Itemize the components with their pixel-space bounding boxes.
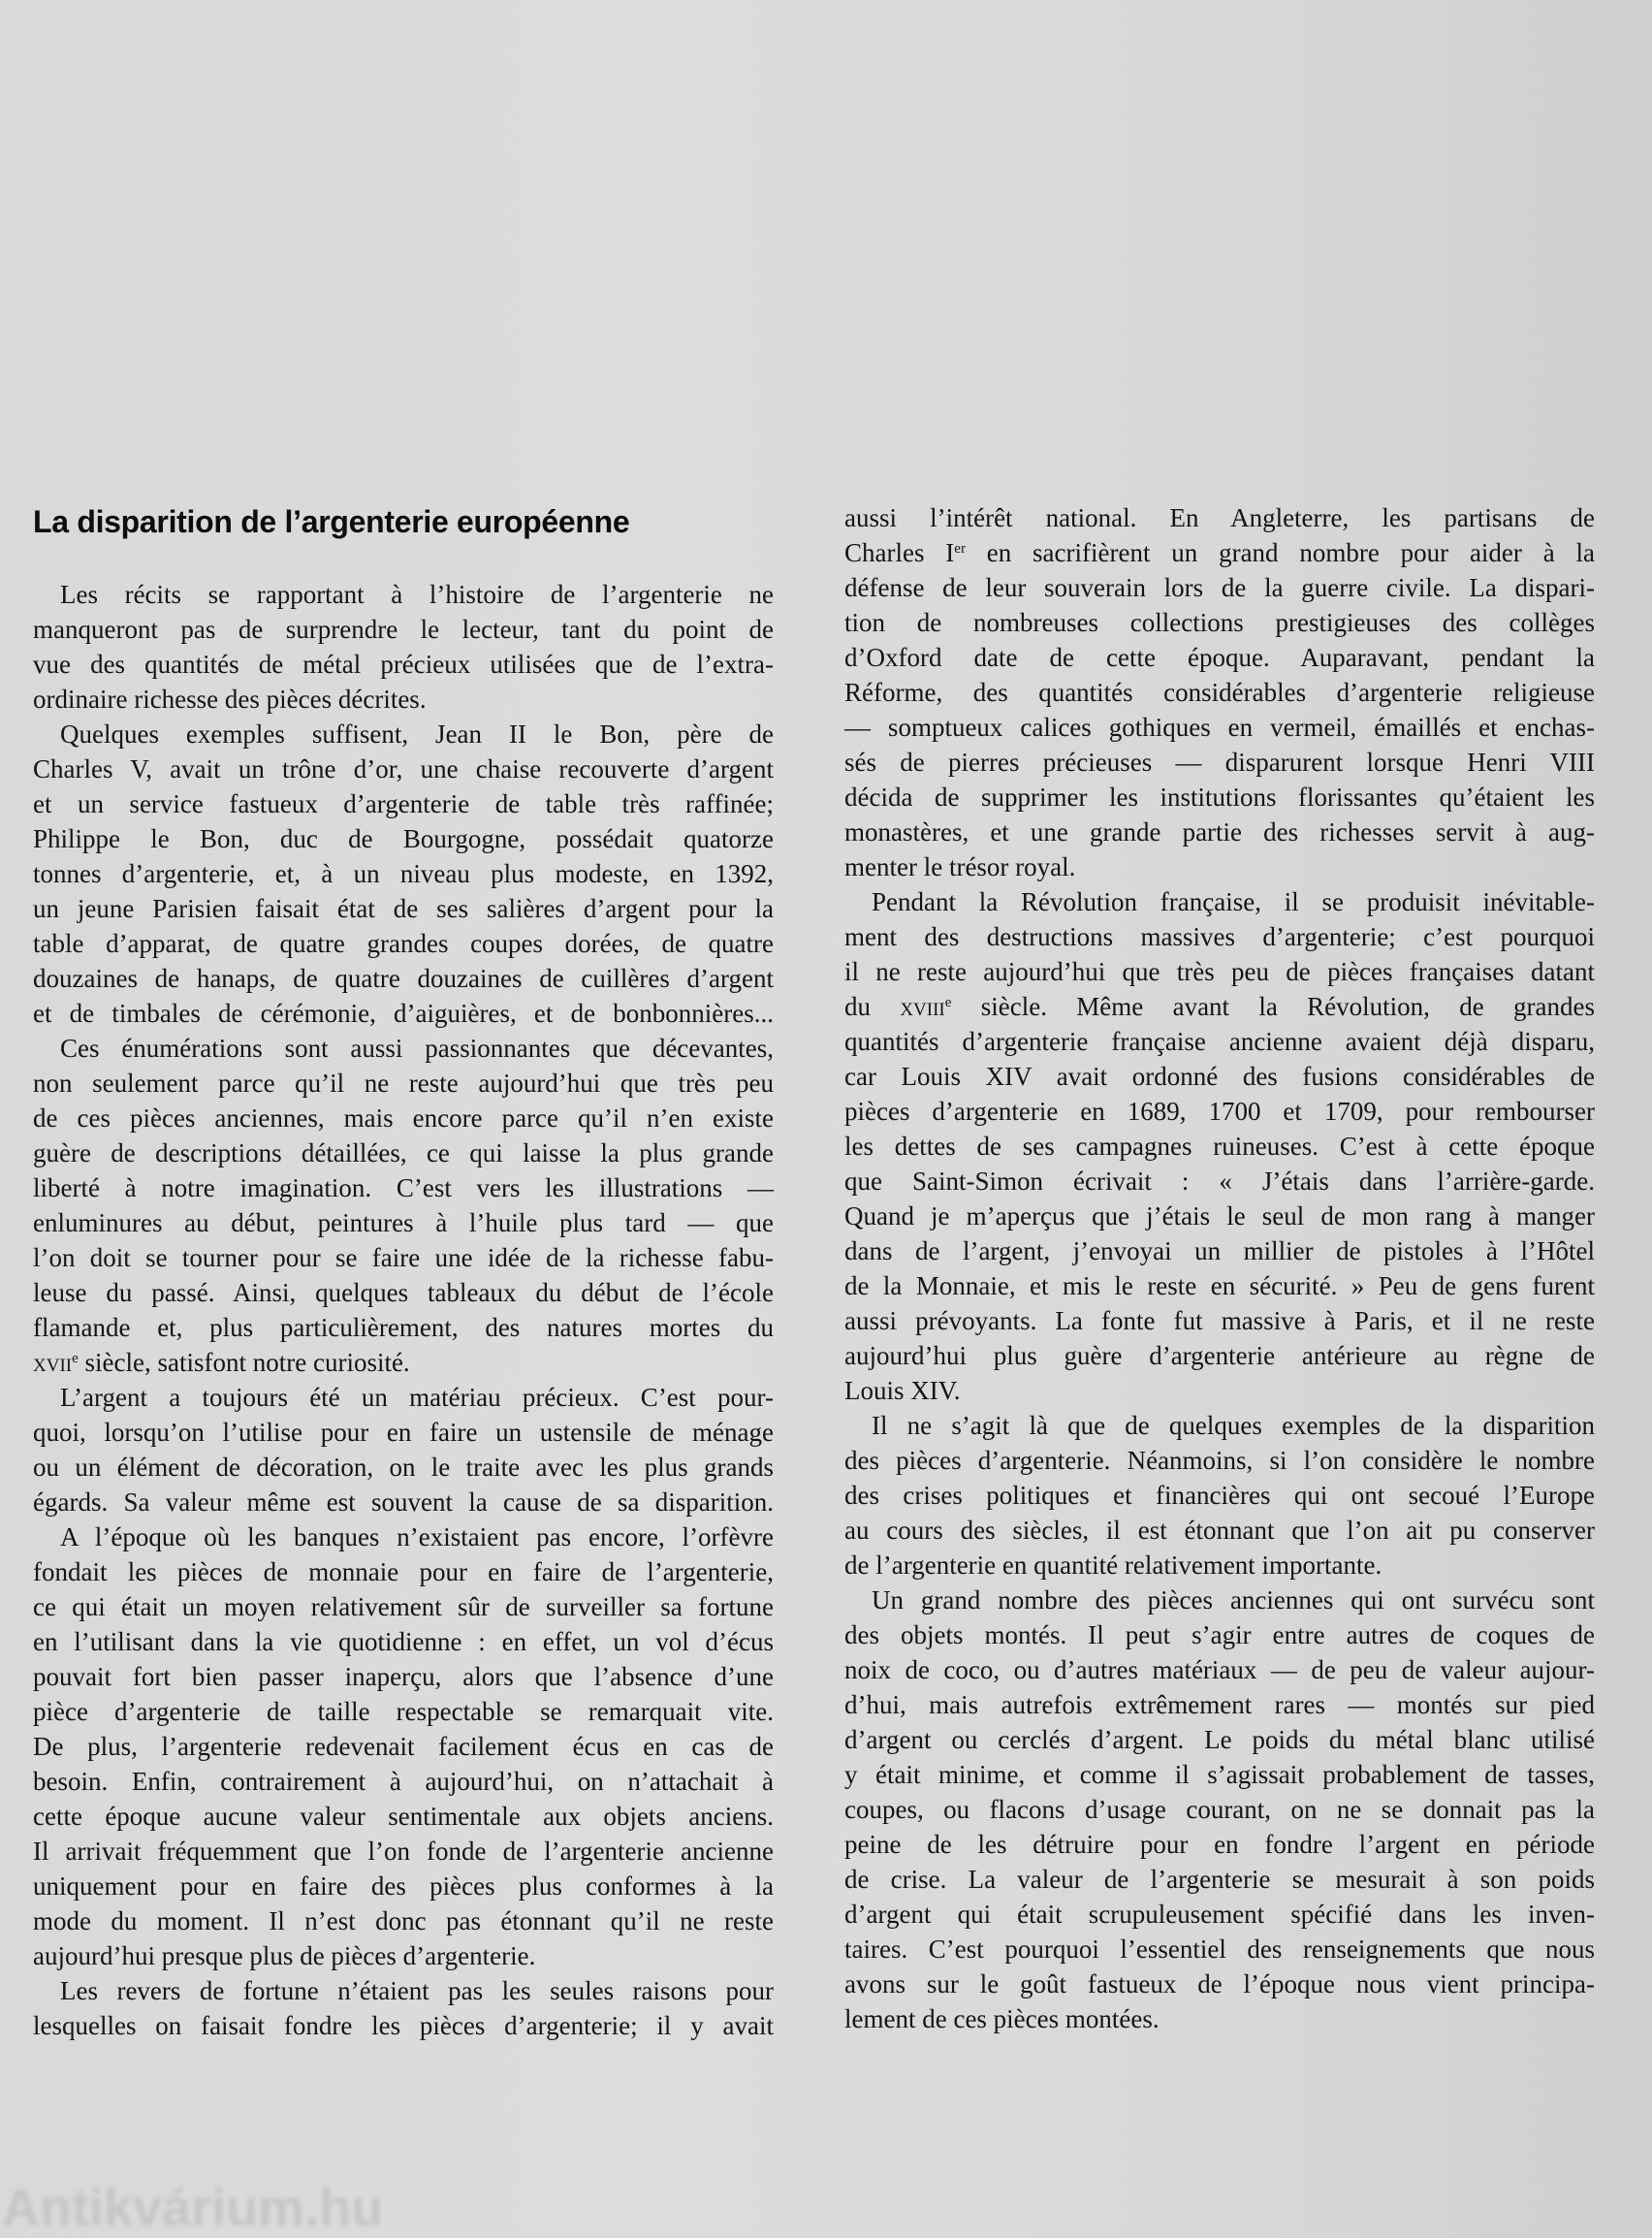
- line-text: un jeune Parisien faisait état de ses salières d’argent pour la: [33, 894, 774, 923]
- line-text: flamande et, plus particulièrement, des natures mortes du: [33, 1313, 774, 1342]
- text-line: [844, 1268, 1595, 1303]
- text-line: [33, 786, 774, 821]
- line-text: monastères, et une grande partie des richesses servit à aug-: [844, 817, 1595, 847]
- line-text: Charles V, avait un trône d’or, une chaise recouverte d’argent: [33, 754, 774, 783]
- century-numeral: xviii: [900, 992, 945, 1021]
- text-line: [844, 1024, 1595, 1059]
- text-line: [33, 1205, 774, 1240]
- text-line: [33, 1624, 774, 1659]
- superscript: e: [944, 995, 952, 1010]
- line-text: peine de les détruire pour en fondre l’argent en période: [844, 1830, 1595, 1859]
- text-line: [33, 1554, 774, 1589]
- text-line: [33, 1834, 774, 1869]
- line-text: l’on doit se tourner pour se faire une idée de la richesse fabu-: [33, 1243, 774, 1272]
- line-text: douzaines de hanaps, de quatre douzaines de cuillères d’argent: [33, 964, 774, 993]
- text-line: [844, 1199, 1595, 1233]
- text-line: [844, 1129, 1595, 1164]
- text-line: [33, 577, 774, 612]
- line-text: Pendant la Révolution française, il se produisit inévitable-: [872, 887, 1595, 916]
- line-text: des pièces d’argenterie. Néanmoins, si l’on considère le nombre: [844, 1446, 1595, 1475]
- line-text: Philippe le Bon, duc de Bourgogne, possédait quatorze: [33, 824, 774, 853]
- text-line: [844, 815, 1595, 849]
- text-line: [33, 1519, 774, 1554]
- text-line: [33, 612, 774, 647]
- line-text: aussi l’intérêt national. En Angleterre, les partisans de: [844, 503, 1595, 532]
- text-line: [844, 1303, 1595, 1338]
- text-line: [33, 1031, 774, 1066]
- line-text: les dettes de ses campagnes ruineuses. C’est à cette époque: [844, 1132, 1595, 1161]
- line-text: noix de coco, ou d’autres matériaux — de peu de valeur aujour-: [844, 1655, 1595, 1684]
- line-text: de ces pièces anciennes, mais encore parce qu’il n’en existe: [33, 1103, 774, 1133]
- line-text: Il arrivait fréquemment que l’on fonde de l’argenterie ancienne: [33, 1837, 774, 1866]
- text-line: [33, 926, 774, 961]
- text-line: [844, 1059, 1595, 1094]
- text-line: [844, 849, 1595, 884]
- text-line: [33, 1903, 774, 1938]
- line-text: et un service fastueux d’argenterie de table très raffinée;: [33, 789, 774, 818]
- text-line: [33, 1869, 774, 1903]
- text-line: [33, 751, 774, 786]
- line-text: menter le trésor royal.: [844, 852, 1076, 881]
- text-line: [33, 1764, 774, 1799]
- line-text: fondait les pièces de monnaie pour en faire de l’argenterie,: [33, 1557, 774, 1586]
- text-line: [844, 1408, 1595, 1443]
- text-line: [844, 535, 1595, 570]
- line-text: mode du moment. Il n’est donc pas étonnant qu’il ne reste: [33, 1906, 774, 1935]
- line-text: xvii: [33, 1348, 73, 1377]
- line-text: aujourd’hui presque plus de pièces d’argenterie.: [33, 1941, 536, 1970]
- line-text: vue des quantités de métal précieux utilisées que de l’extra-: [33, 650, 774, 679]
- right-column: [844, 500, 1595, 2036]
- line-text: manqueront pas de surprendre le lecteur, tant du point de: [33, 615, 774, 644]
- line-text: Louis XIV.: [844, 1376, 961, 1405]
- line-text: du: [844, 992, 901, 1021]
- text-line: [33, 1135, 774, 1170]
- text-line: [844, 1548, 1595, 1583]
- text-line: [844, 1862, 1595, 1897]
- text-line: [844, 919, 1595, 954]
- line-text: il ne reste aujourd’hui que très peu de pièces françaises datant: [844, 957, 1595, 986]
- text-line: [844, 640, 1595, 675]
- text-line: [33, 1275, 774, 1310]
- line-text: quantités d’argenterie française ancienne avaient déjà disparu,: [844, 1027, 1595, 1056]
- line-text: d’argent qui était scrupuleusement spécifié dans les inven-: [844, 1900, 1595, 1929]
- text-line: [33, 2008, 774, 2043]
- text-line: [33, 1938, 774, 1973]
- line-text: uniquement pour en faire des pièces plus conformes à la: [33, 1871, 774, 1901]
- text-line: [33, 682, 774, 717]
- line-text: et de timbales de cérémonie, d’aiguières, et de bonbonnières...: [33, 999, 774, 1028]
- text-line: [844, 1932, 1595, 1966]
- text-line: [844, 1652, 1595, 1687]
- line-text: d’hui, mais autrefois extrêmement rares — montés sur pied: [844, 1690, 1595, 1719]
- line-text: égards. Sa valeur même est souvent la cause de sa disparition.: [33, 1487, 774, 1517]
- text-line: [33, 961, 774, 996]
- text-line: [844, 1827, 1595, 1862]
- text-line: [844, 500, 1595, 535]
- text-line: [33, 856, 774, 891]
- text-line: [33, 1729, 774, 1764]
- line-text: Les revers de fortune n’étaient pas les seules raisons pour: [60, 1976, 774, 2005]
- text-line: [844, 989, 1595, 1024]
- line-text: décida de supprimer les institutions florissantes qu’étaient les: [844, 783, 1595, 812]
- line-text: défense de leur souverain lors de la guerre civile. La dispari-: [844, 573, 1595, 602]
- text-line: [33, 1973, 774, 2008]
- text-line: [844, 884, 1595, 919]
- superscript: er: [954, 541, 966, 557]
- text-line: [844, 1233, 1595, 1268]
- line-text: de la Monnaie, et mis le reste en sécurité. » Peu de gens furent: [844, 1271, 1595, 1300]
- line-text: aussi prévoyants. La fonte fut massive à Paris, et il ne reste: [844, 1306, 1595, 1335]
- line-text: ment des destructions massives d’argenterie; c’est pourquoi: [844, 922, 1595, 951]
- line-text: Ces énumérations sont aussi passionnantes que décevantes,: [60, 1034, 774, 1063]
- text-line: [33, 891, 774, 926]
- text-line: [844, 1338, 1595, 1373]
- line-text: Il ne s’agit là que de quelques exemples de la disparition: [872, 1411, 1595, 1440]
- text-line: [844, 1443, 1595, 1478]
- line-text-tail: en sacrifièrent un grand nombre pour aider à la: [965, 538, 1595, 567]
- text-line: [33, 1101, 774, 1135]
- line-text: Charles I: [844, 538, 955, 567]
- text-line: [33, 1415, 774, 1450]
- line-text: ordinaire richesse des pièces décrites.: [33, 685, 427, 714]
- line-text: pouvait fort bien passer inaperçu, alors que l’absence d’une: [33, 1662, 774, 1691]
- line-text: en l’utilisant dans la vie quotidienne : en effet, un vol d’écus: [33, 1627, 774, 1656]
- line-text: L’argent a toujours été un matériau précieux. C’est pour-: [60, 1383, 774, 1412]
- text-line: [844, 1966, 1595, 2001]
- line-text: ou un élément de décoration, on le traite avec les plus grands: [33, 1453, 774, 1482]
- text-line: [844, 1757, 1595, 1792]
- line-text: enluminures au début, peintures à l’huile plus tard — que: [33, 1208, 774, 1237]
- text-line: [844, 1722, 1595, 1757]
- line-text: table d’apparat, de quatre grandes coupes dorées, de quatre: [33, 929, 774, 958]
- text-line: [33, 1066, 774, 1101]
- text-line: [844, 1792, 1595, 1827]
- text-line: [844, 1373, 1595, 1408]
- line-text-tail: siècle. Même avant la Révolution, de grandes: [951, 992, 1596, 1021]
- text-line: [844, 2001, 1595, 2036]
- text-line: [33, 1589, 774, 1624]
- line-text: taires. C’est pourquoi l’essentiel des renseignements que nous: [844, 1934, 1595, 1964]
- line-text: dans de l’argent, j’envoyai un millier de pistoles à l’Hôtel: [844, 1236, 1595, 1265]
- line-text: quoi, lorsqu’on l’utilise pour en faire un ustensile de ménage: [33, 1418, 774, 1447]
- line-text: Un grand nombre des pièces anciennes qui ont survécu sont: [872, 1585, 1595, 1615]
- line-text: — somptueux calices gothiques en vermeil, émaillés et enchas-: [844, 713, 1595, 742]
- text-line: [844, 954, 1595, 989]
- text-line: [33, 717, 774, 751]
- text-line: [33, 821, 774, 856]
- line-text: lement de ces pièces montées.: [844, 2004, 1160, 2033]
- line-text: de l’argenterie en quantité relativement importante.: [844, 1551, 1382, 1580]
- text-line: [33, 1345, 774, 1380]
- text-line: [844, 780, 1595, 815]
- line-text: non seulement parce qu’il ne reste aujourd’hui que très peu: [33, 1069, 774, 1098]
- text-line: [844, 675, 1595, 710]
- text-line: [844, 710, 1595, 745]
- left-column: [33, 577, 774, 2043]
- text-line: [844, 1897, 1595, 1932]
- line-text: sés de pierres précieuses — disparurent lorsque Henri VIII: [844, 748, 1595, 777]
- text-line: [33, 1380, 774, 1415]
- line-text: avons sur le goût fastueux de l’époque nous vient principa-: [844, 1969, 1595, 1998]
- text-line: [844, 570, 1595, 605]
- line-text: des objets montés. Il peut s’agir entre autres de coques de: [844, 1620, 1595, 1649]
- line-text: aujourd’hui plus guère d’argenterie antérieure au règne de: [844, 1341, 1595, 1370]
- line-text: y était minime, et comme il s’agissait probablement de tasses,: [844, 1760, 1595, 1789]
- text-line: [844, 1094, 1595, 1129]
- text-line: [33, 647, 774, 682]
- line-text: De plus, l’argenterie redevenait facilement écus en cas de: [33, 1732, 774, 1761]
- line-text: d’argent ou cerclés d’argent. Le poids du métal blanc utilisé: [844, 1725, 1595, 1754]
- line-text: pièce d’argenterie de taille respectable se remarquait vite.: [33, 1697, 774, 1726]
- text-line: [844, 1687, 1595, 1722]
- text-line: [33, 1170, 774, 1205]
- line-text: ce qui était un moyen relativement sûr de surveiller sa fortune: [33, 1592, 774, 1621]
- text-line: [33, 1310, 774, 1345]
- line-text: besoin. Enfin, contrairement à aujourd’hui, on n’attachait à: [33, 1767, 774, 1796]
- line-text: liberté à notre imagination. C’est vers les illustrations —: [33, 1173, 774, 1202]
- line-text: au cours des siècles, il est étonnant que l’on ait pu conserver: [844, 1516, 1595, 1545]
- line-text: tion de nombreuses collections prestigieuses des collèges: [844, 608, 1595, 637]
- line-text: Quelques exemples suffisent, Jean II le Bon, père de: [60, 719, 774, 749]
- superscript: e: [72, 1351, 79, 1366]
- text-line: [844, 745, 1595, 780]
- line-text: coupes, ou flacons d’usage courant, on ne se donnait pas la: [844, 1795, 1595, 1824]
- line-text: A l’époque où les banques n’existaient pas encore, l’orfèvre: [60, 1522, 774, 1551]
- watermark: Antikvárium.hu: [2, 2179, 384, 2237]
- text-line: [844, 1583, 1595, 1617]
- line-text: Réforme, des quantités considérables d’argenterie religieuse: [844, 678, 1595, 707]
- text-line: [844, 1164, 1595, 1199]
- line-text: cette époque aucune valeur sentimentale aux objets anciens.: [33, 1802, 774, 1831]
- line-text: Les récits se rapportant à l’histoire de l’argenterie ne: [60, 580, 774, 609]
- line-text: Quand je m’aperçus que j’étais le seul de mon rang à manger: [844, 1201, 1595, 1231]
- text-line: [33, 1694, 774, 1729]
- line-text: de crise. La valeur de l’argenterie se mesurait à son poids: [844, 1865, 1595, 1894]
- line-text: que Saint-Simon écrivait : « J’étais dans l’arrière-garde.: [844, 1167, 1595, 1196]
- line-text: d’Oxford date de cette époque. Auparavant, pendant la: [844, 643, 1595, 672]
- text-line: [844, 1513, 1595, 1548]
- line-text: leuse du passé. Ainsi, quelques tableaux du début de l’école: [33, 1278, 774, 1307]
- text-line: [33, 1659, 774, 1694]
- line-text: tonnes d’argenterie, et, à un niveau plus modeste, en 1392,: [33, 859, 774, 888]
- text-line: [33, 1450, 774, 1485]
- line-text: des crises politiques et financières qui ont secoué l’Europe: [844, 1481, 1595, 1510]
- line-text-tail: siècle, satisfont notre curiosité.: [78, 1348, 410, 1377]
- text-line: [844, 605, 1595, 640]
- text-line: [33, 1485, 774, 1519]
- line-text: lesquelles on faisait fondre les pièces d’argenterie; il y avait: [33, 2011, 774, 2040]
- text-line: [33, 1799, 774, 1834]
- text-line: [33, 996, 774, 1031]
- line-text: guère de descriptions détaillées, ce qui laisse la plus grande: [33, 1138, 774, 1167]
- text-line: [33, 1240, 774, 1275]
- section-title: La disparition de l’argenterie européenne: [33, 504, 630, 539]
- text-line: [844, 1478, 1595, 1513]
- line-text: car Louis XIV avait ordonné des fusions considérables de: [844, 1062, 1595, 1091]
- line-text: pièces d’argenterie en 1689, 1700 et 1709, pour rembourser: [844, 1097, 1595, 1126]
- text-line: [844, 1617, 1595, 1652]
